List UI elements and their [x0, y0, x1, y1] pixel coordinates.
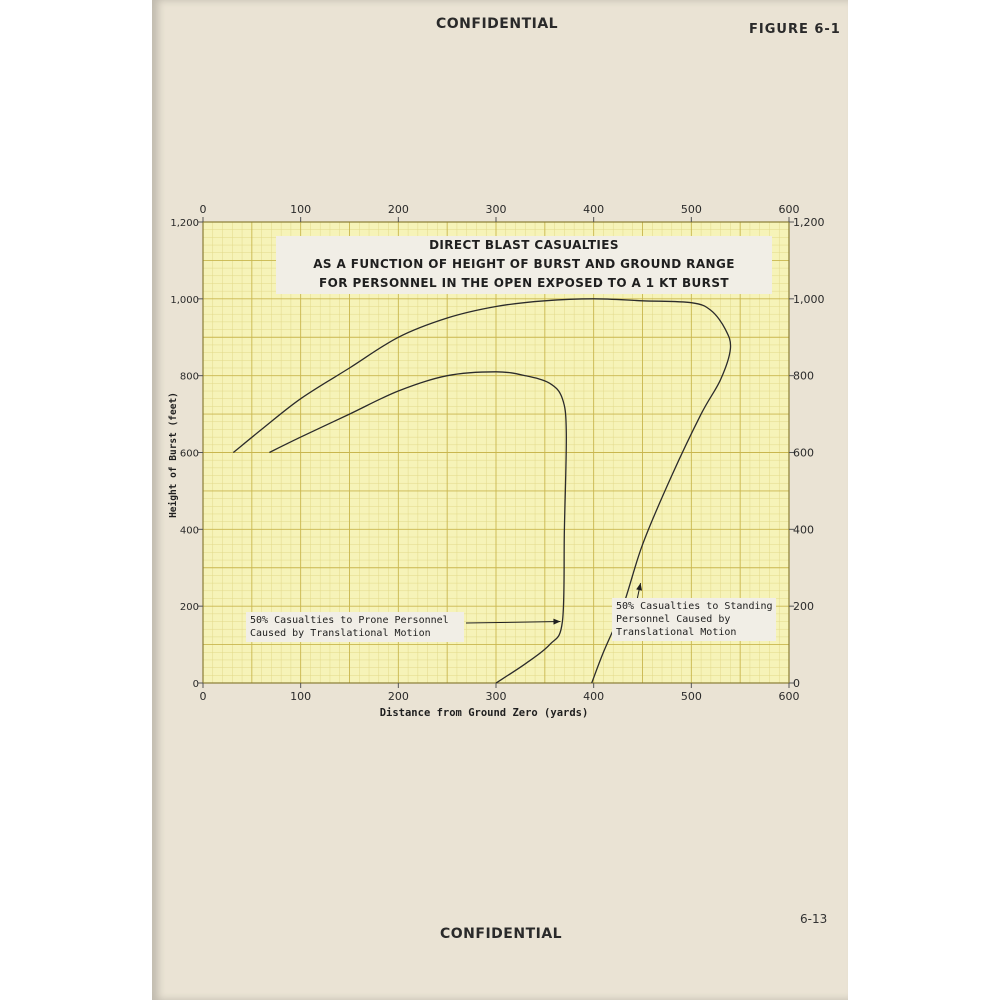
x-tick-label: 100 [290, 690, 312, 703]
x-tick-label: 500 [680, 690, 702, 703]
chart-title-box [276, 236, 772, 294]
classification-header: CONFIDENTIAL [436, 16, 559, 32]
x-axis-label: Distance from Ground Zero (yards) [379, 707, 589, 719]
y-tick-label-right: 400 [793, 523, 814, 537]
y-tick-label-right: 800 [793, 369, 814, 383]
y-tick-label-right: 600 [793, 446, 814, 460]
x-tick-label: 300 [485, 690, 507, 703]
chart-title-line-1: DIRECT BLAST CASUALTIES [429, 238, 619, 252]
prone-annotation-line-1: 50% Casualties to Prone Personnel [250, 615, 449, 626]
x-tick-label: 0 [199, 690, 207, 703]
x-tick-label-top: 200 [387, 203, 409, 216]
y-tick-label-left: 800 [179, 371, 199, 383]
y-tick-label-left: 400 [179, 525, 199, 537]
y-tick-label-right: 1,200 [793, 216, 825, 229]
figure-label: FIGURE 6-1 [749, 22, 841, 37]
x-tick-label: 600 [778, 690, 800, 703]
x-tick-label-top: 500 [680, 203, 702, 216]
y-tick-label-right: 1,000 [793, 292, 825, 306]
standing-annotation [612, 598, 776, 641]
x-tick-label-top: 400 [583, 203, 605, 216]
prone-annotation-line-2: Caused by Translational Motion [250, 628, 431, 639]
y-tick-label-left: 1,200 [170, 218, 199, 229]
standing-annotation-line-2: Personnel Caused by [616, 614, 731, 625]
x-tick-label-top: 600 [778, 203, 800, 216]
y-tick-label-left: 1,000 [170, 294, 199, 306]
standing-annotation-line-3: Translational Motion [616, 627, 737, 638]
standing-annotation-line-1: 50% Casualties to Standing [616, 601, 773, 612]
y-tick-label-left: 200 [179, 602, 199, 614]
x-tick-label-top: 300 [485, 203, 507, 216]
y-tick-label-left: 0 [192, 679, 199, 690]
x-tick-label: 200 [387, 690, 409, 703]
y-tick-label-right: 0 [793, 677, 800, 690]
y-tick-label-right: 200 [793, 600, 814, 614]
x-tick-label: 400 [583, 690, 605, 703]
prone-annotation [246, 612, 464, 642]
chart-title-line-3: FOR PERSONNEL IN THE OPEN EXPOSED TO A 1 KT BURST [319, 276, 729, 290]
classification-footer: CONFIDENTIAL [440, 926, 563, 942]
x-tick-label-top: 0 [199, 203, 207, 216]
y-tick-label-left: 600 [179, 448, 199, 460]
chart-title-line-2: AS A FUNCTION OF HEIGHT OF BURST AND GROUND RANGE [313, 257, 735, 271]
x-tick-label-top: 100 [290, 203, 312, 216]
page-number: 6-13 [800, 912, 828, 926]
y-axis-label: Height of Burst (feet) [168, 392, 179, 518]
